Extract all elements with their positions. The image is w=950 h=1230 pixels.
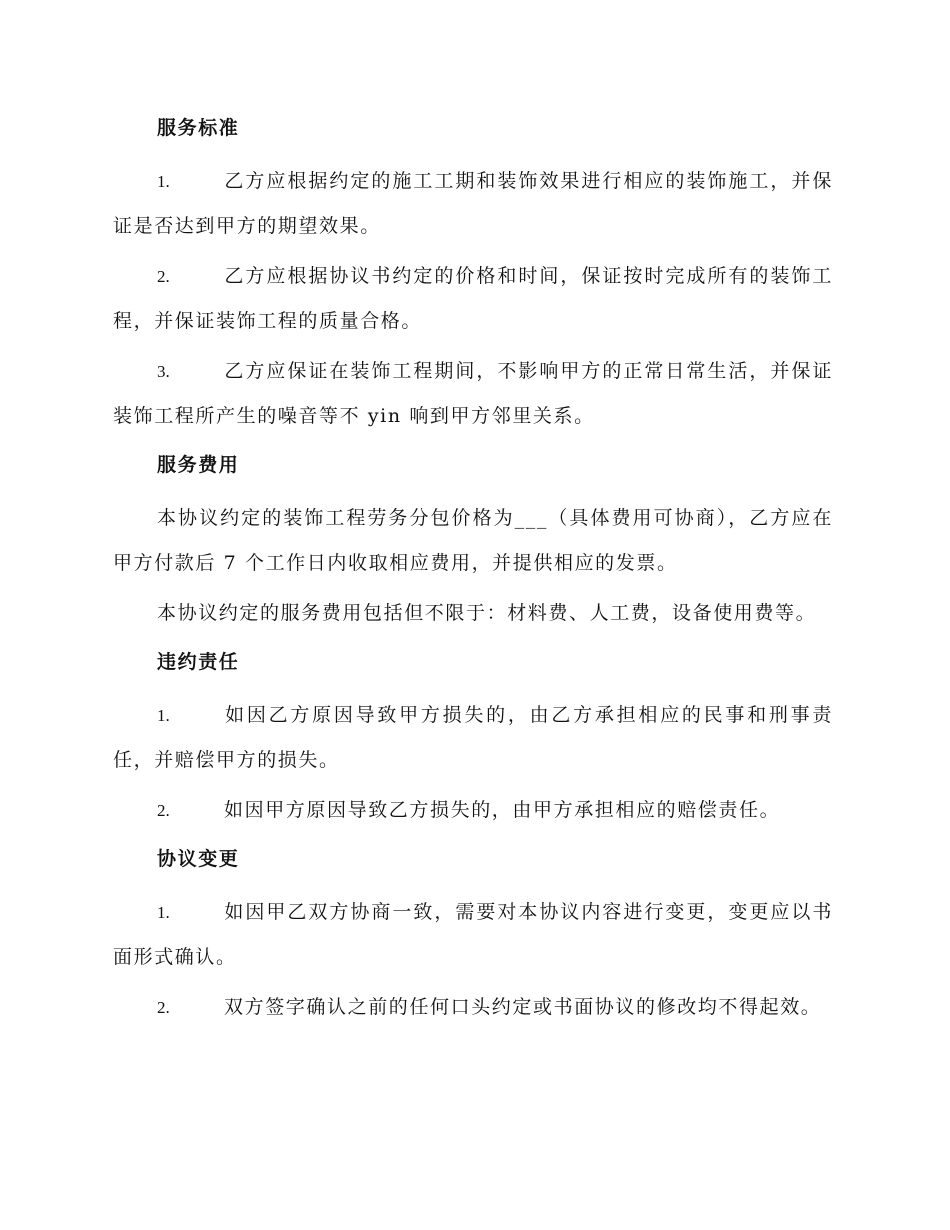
item-text: 乙方应根据协议书约定的价格和时间，保证按时完成所有的装饰工程，并保证装饰工程的质量合格。 <box>113 265 833 332</box>
document-page <box>113 108 833 1036</box>
paragraph: 本协议约定的服务费用包括但不限于：材料费、人工费，设备使用费等。 <box>157 602 817 624</box>
section-heading: 服务费用 <box>157 454 240 476</box>
numbered-item <box>113 349 833 439</box>
section-service-fee <box>113 445 833 636</box>
item-number: 2. <box>157 998 170 1017</box>
numbered-item <box>113 254 833 344</box>
numbered-item <box>113 985 833 1030</box>
item-number: 2. <box>157 267 170 286</box>
section-heading: 违约责任 <box>157 651 240 673</box>
item-text: 乙方应根据约定的施工工期和装饰效果进行相应的装饰施工，并保证是否达到甲方的期望效果。 <box>113 170 833 237</box>
section-heading: 服务标准 <box>157 117 240 139</box>
section-breach-liability <box>113 642 833 833</box>
item-number: 1. <box>157 903 170 922</box>
item-number: 1. <box>157 172 170 191</box>
section-agreement-change <box>113 839 833 1030</box>
item-text: 如因乙方原因导致甲方损失的，由乙方承担相应的民事和刑事责任，并赔偿甲方的损失。 <box>113 704 833 771</box>
section-heading: 协议变更 <box>157 848 240 870</box>
item-number: 1. <box>157 706 170 725</box>
numbered-item <box>113 890 833 980</box>
numbered-item <box>113 788 833 833</box>
numbered-item <box>113 159 833 249</box>
paragraph: 本协议约定的装饰工程劳务分包价格为___（具体费用可协商），乙方应在甲方付款后 7 个工作日内收取相应费用，并提供相应的发票。 <box>113 507 833 574</box>
item-number: 3. <box>157 362 170 381</box>
item-text: 乙方应保证在装饰工程期间，不影响甲方的正常日常生活，并保证装饰工程所产生的噪音等不 yin 响到甲方邻里关系。 <box>113 360 833 427</box>
item-text: 如因甲方原因导致乙方损失的，由甲方承担相应的赔偿责任。 <box>224 799 781 821</box>
item-number: 2. <box>157 801 170 820</box>
item-text: 如因甲乙双方协商一致，需要对本协议内容进行变更，变更应以书面形式确认。 <box>113 901 833 968</box>
item-text: 双方签字确认之前的任何口头约定或书面协议的修改均不得起效。 <box>224 996 822 1018</box>
numbered-item <box>113 693 833 783</box>
section-service-standard <box>113 108 833 439</box>
